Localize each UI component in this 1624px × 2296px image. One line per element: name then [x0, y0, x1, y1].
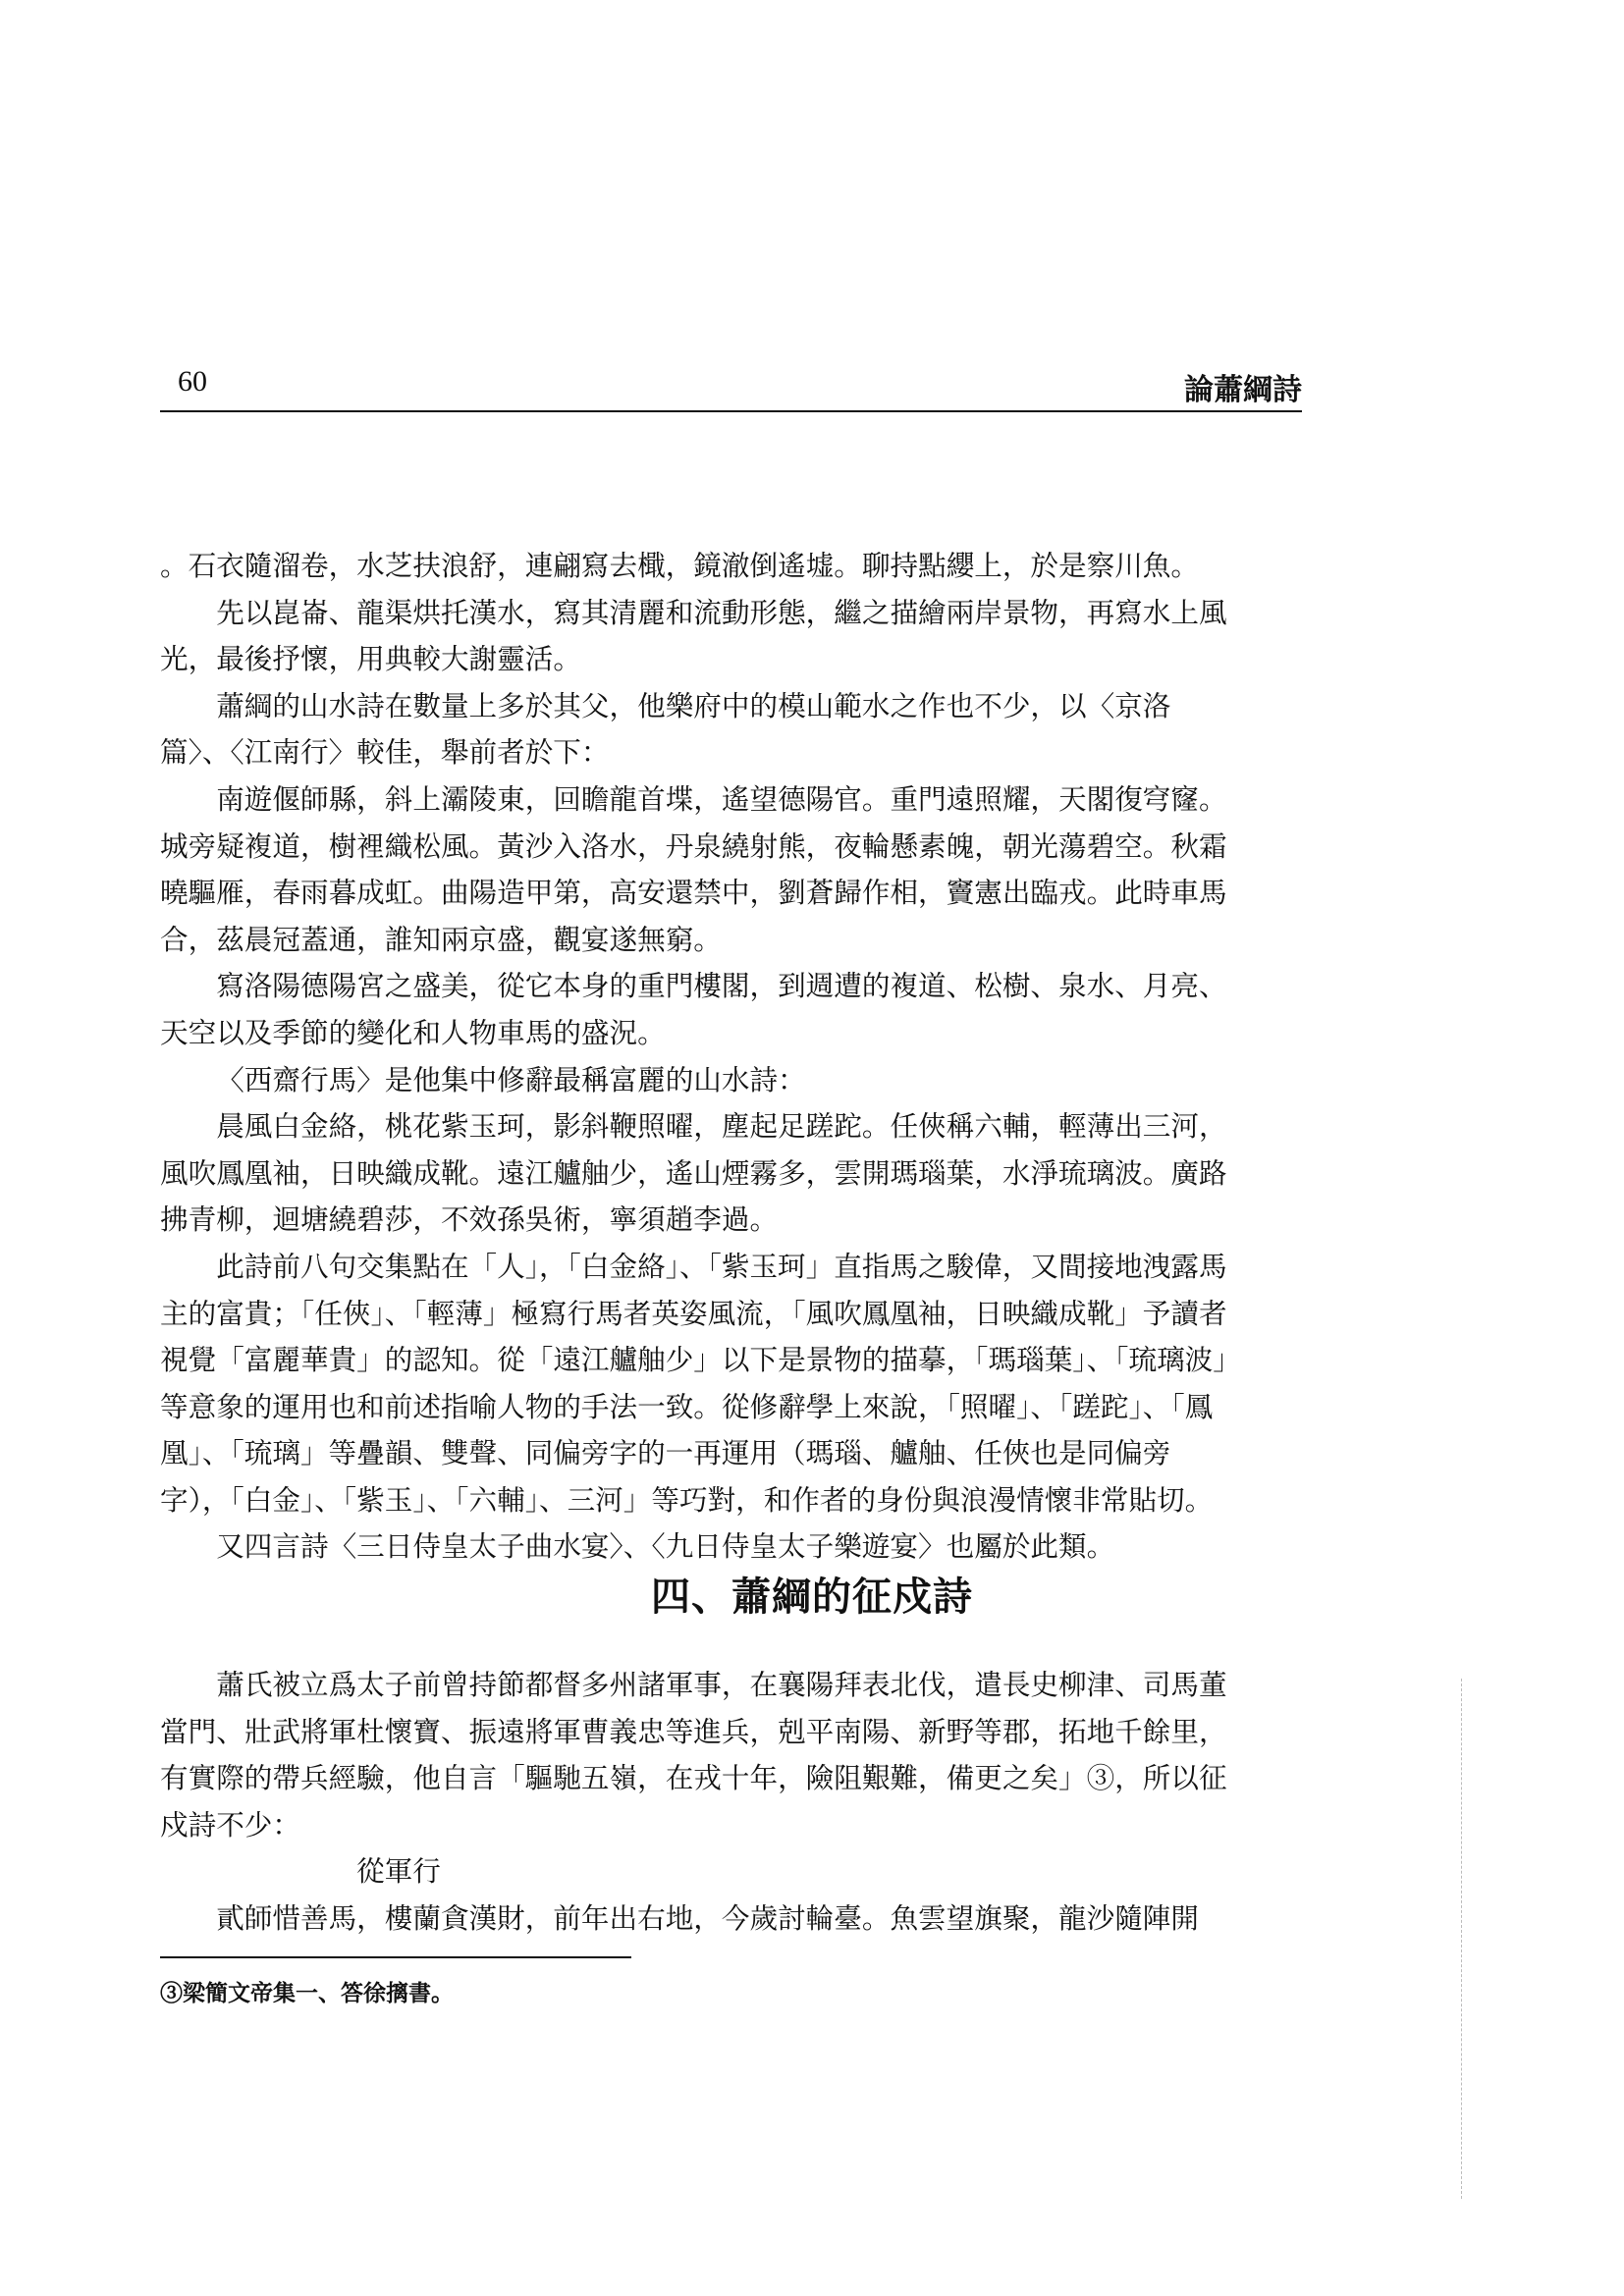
- paragraph: 蕭氏被立爲太子前曾持節都督多州諸軍事，在襄陽拜表北伐，遣長史柳津、司馬董當門、壯武將軍杜懷寶、振遠將軍曹義忠等進兵，剋平南陽、新野等郡，拓地千餘里，有實際的帶兵經驗，他自言「驅馳五嶺，在戎十年，險阻艱難，備更之矣」③，所以征戍詩不少：: [160, 1668, 1227, 1842]
- paragraph: 蕭綱的山水詩在數量上多於其父，他樂府中的模山範水之作也不少，以〈京洛篇〉、〈江南行〉較佳，舉前者於下：: [160, 688, 1171, 770]
- poem-title: 從軍行: [356, 1854, 441, 1889]
- paragraph: 此詩前八句交集點在「人」，「白金絡」、「紫玉珂」直指馬之駿偉，又間接地洩露馬主的富貴；「任俠」、「輕薄」極寫行馬者英姿風流，「風吹鳳凰袖，日映織成靴」予讀者視覺「富麗華貴」的認知。從「遠江艫舳少」以下是景物的描摹，「瑪瑙葉」、「琉璃波」等意象的運用也和前述指喻人物的手法一致。從修辭學上來說，「照曜」、「蹉跎」、「鳳凰」、「琉璃」等疊韻、雙聲、同偏旁字的一再運用（瑪瑙、艫舳、任俠也是同偏旁字），「白金」、「紫玉」、「六輔」、三河」等巧對，和作者的身份與浪漫情懷非常貼切。: [160, 1249, 1227, 1517]
- paragraph: 〈西齋行馬〉是他集中修辭最稱富麗的山水詩：: [216, 1062, 806, 1096]
- paragraph: 。石衣隨溜卷，水芝扶浪舒，連翩寫去檝，鏡澈倒遙墟。聊持點纓上，於是察川魚。: [160, 549, 1199, 582]
- page-number: 60: [178, 365, 207, 398]
- paragraph: 寫洛陽德陽宮之盛美，從它本身的重門樓閣，到週遭的複道、松樹、泉水、月亮、天空以及季節的變化和人物車馬的盛況。: [160, 969, 1227, 1049]
- running-title: 論蕭綱詩: [1184, 373, 1302, 407]
- scan-edge-mark: [1461, 1679, 1462, 2199]
- poem-quote: 南遊偃師縣，斜上灞陵東，回瞻龍首堞，遙望德陽官。重門遠照耀，天閣復穹窿。城旁疑複道，樹裡織松風。黃沙入洛水，丹泉繞射熊，夜輪懸素魄，朝光蕩碧空。秋霜曉驅雁，春雨暮成虹。曲陽造甲第，高安還禁中，劉蒼歸作相，竇憲出臨戎。此時車馬合，茲晨冠蓋通，誰知兩京盛，觀宴遂無窮。: [160, 781, 1227, 956]
- section-heading: 四、蕭綱的征戍詩: [651, 1575, 973, 1620]
- footnote-divider: [160, 1956, 631, 1958]
- poem-line: 貳師惜善馬，樓蘭貪漢財，前年出右地，今歲討輪臺。魚雲望旗聚，龍沙隨陣開: [216, 1900, 1199, 1935]
- section-text: [160, 1662, 1240, 1943]
- page-header: [160, 363, 1302, 412]
- main-text: [160, 543, 1240, 1571]
- poem-quote: 晨風白金絡，桃花紫玉珂，影斜鞭照曜，塵起足蹉跎。任俠稱六輔，輕薄出三河，風吹鳳凰袖，日映織成靴。遠江艫舳少，遙山煙霧多，雲開瑪瑙葉，水淨琉璃波。廣路拂青柳，迴塘繞碧莎，不效孫吳術，寧須趙李過。: [160, 1109, 1227, 1237]
- footnote: ③梁簡文帝集一、答徐摛書。: [160, 1980, 454, 2006]
- paragraph: 又四言詩〈三日侍皇太子曲水宴〉、〈九日侍皇太子樂遊宴〉也屬於此類。: [216, 1529, 1115, 1564]
- paragraph: 先以崑崙、龍渠烘托漢水，寫其清麗和流動形態，繼之描繪兩岸景物，再寫水上風光，最後抒懷，用典較大謝靈活。: [160, 595, 1227, 676]
